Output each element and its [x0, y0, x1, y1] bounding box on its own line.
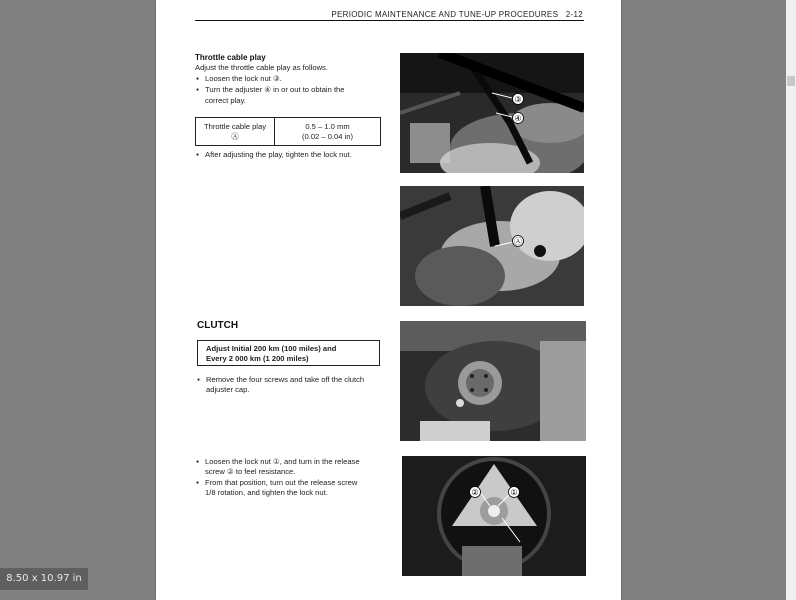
callout-1: ①: [510, 488, 518, 497]
photo-clutch-release: [402, 456, 586, 576]
clutch-step-3a: ● From that position, turn out the release screw: [205, 478, 357, 489]
photo-throttle-cable: [400, 53, 584, 173]
callout-a: Ⓐ: [514, 237, 522, 246]
spec-label: Throttle cable play: [203, 121, 267, 131]
clutch-interval-line-1: Adjust Initial 200 km (100 miles) and: [206, 344, 337, 353]
header-rule: [195, 20, 584, 21]
clutch-step-1b: adjuster cap.: [206, 385, 250, 394]
scrollbar-thumb[interactable]: [787, 76, 795, 86]
throttle-step-1: ● Loosen the lock nut ③.: [205, 74, 282, 85]
spec-marker: Ⓐ: [231, 131, 239, 141]
throttle-after: ● After adjusting the play, tighten the lock nut.: [205, 150, 352, 161]
spec-value-cell: [275, 118, 380, 145]
vertical-scrollbar[interactable]: [786, 0, 796, 600]
page-size-indicator: 8.50 x 10.97 in: [0, 568, 88, 590]
header-title: PERIODIC MAINTENANCE AND TUNE-UP PROCEDURES: [331, 10, 559, 19]
photo-throttle-play: [400, 186, 584, 306]
document-page: [156, 0, 621, 600]
clutch-step-3b: 1/8 rotation, and tighten the lock nut.: [205, 488, 328, 497]
clutch-step-2a: ● Loosen the lock nut ①, and turn in the release: [205, 457, 360, 468]
clutch-interval-line-2: Every 2 000 km (1 200 miles): [206, 354, 309, 363]
throttle-intro: Adjust the throttle cable play as follows.: [195, 63, 328, 72]
spec-mm: 0.5 – 1.0 mm: [305, 121, 350, 131]
photo-clutch-cap: [400, 321, 586, 441]
clutch-interval-box: [197, 340, 380, 366]
callout-3: ③: [514, 95, 522, 104]
throttle-title: Throttle cable play: [195, 53, 266, 62]
clutch-title: CLUTCH: [197, 320, 239, 331]
callout-4: ④: [514, 114, 522, 123]
clutch-step-2b: screw ② to feel resistance.: [205, 467, 296, 476]
page-header: [331, 10, 583, 19]
header-page-number: 2-12: [565, 10, 583, 19]
spec-in: (0.02 – 0.04 in): [301, 131, 354, 141]
throttle-step-2b: correct play.: [205, 96, 246, 105]
spec-label-cell: [196, 118, 275, 145]
clutch-step-1a: ● Remove the four screws and take off the clutch: [206, 375, 364, 386]
throttle-spec-table: [195, 117, 381, 146]
throttle-step-2a: ● Turn the adjuster ④ in or out to obtain the: [205, 85, 380, 96]
callout-2: ②: [471, 488, 479, 497]
